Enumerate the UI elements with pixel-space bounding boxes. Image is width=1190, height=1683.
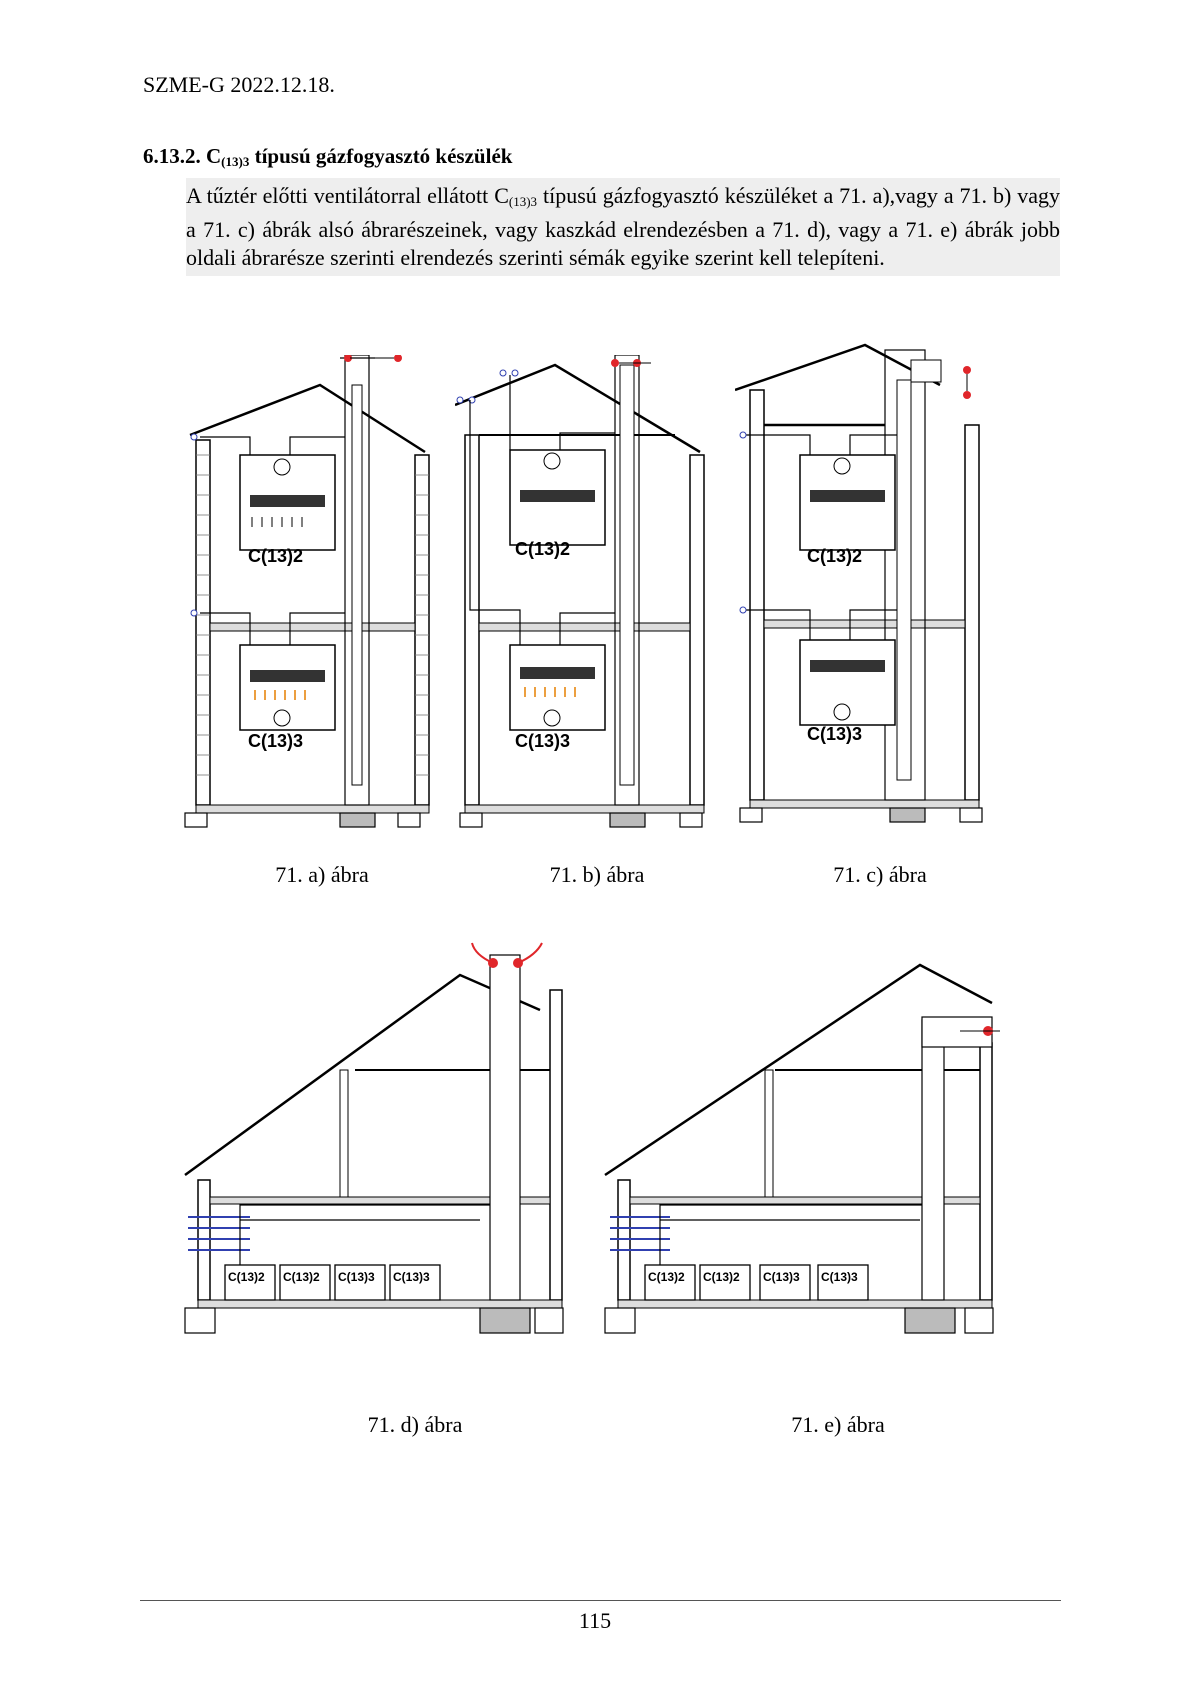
figure-71c-diagram [735, 340, 995, 840]
figure-71e-unit-2: C(13)2 [703, 1270, 740, 1284]
figure-71d-unit-1: C(13)2 [228, 1270, 265, 1284]
figure-71a-label-lower: C(13)3 [248, 731, 304, 751]
figure-71b-caption: 71. b) ábra [549, 862, 645, 887]
section-title [143, 144, 512, 170]
paragraph-sub: (13)3 [508, 194, 538, 209]
section-title-prefix: C [206, 144, 222, 168]
figure-71a-caption: 71. a) ábra [275, 862, 369, 887]
figure-71b-label-lower: C(13)3 [515, 731, 571, 751]
page-number: 115 [578, 1608, 612, 1633]
figure-71d-unit-4: C(13)3 [393, 1270, 430, 1284]
document-header: SZME-G 2022.12.18. [143, 72, 335, 97]
figure-71d-diagram [180, 935, 580, 1395]
section-number: 6.13.2. [143, 144, 201, 168]
paragraph-part2: típusú gázfogyasztó készüléket a 71. a),vagy a 71. b) vagy a 71. c) ábrák alsó ábrarészeinek, vagy kaszkád elrendezésben a 71. d), vagy a 71. e) ábrák jobb oldali ábrarésze szerinti elrendezés szerinti sémák egyike szerint kell telepíteni. [186, 183, 1060, 270]
section-title-sub: (13)3 [221, 154, 250, 169]
footer-rule [140, 1600, 1061, 1601]
figure-71a-diagram [180, 355, 445, 845]
section-title-suffix: típusú gázfogyasztó készülék [249, 144, 513, 168]
figure-71c-label-lower: C(13)3 [807, 724, 863, 744]
paragraph-part1: A tűztér előtti ventilátorral ellátott C [186, 183, 509, 208]
figure-71d-caption: 71. d) ábra [367, 1412, 463, 1437]
figure-71c-label-upper: C(13)2 [807, 546, 863, 566]
figure-71e-unit-3: C(13)3 [763, 1270, 800, 1284]
figure-71e-unit-1: C(13)2 [648, 1270, 685, 1284]
body-paragraph [186, 178, 1060, 276]
figure-71d-unit-2: C(13)2 [283, 1270, 320, 1284]
figure-71d-unit-3: C(13)3 [338, 1270, 375, 1284]
figure-71e-caption: 71. e) ábra [791, 1412, 885, 1437]
figure-71a-label-upper: C(13)2 [248, 546, 304, 566]
figure-71e-diagram [600, 955, 1010, 1395]
figure-71b-diagram [455, 355, 720, 845]
figure-71e-unit-4: C(13)3 [821, 1270, 858, 1284]
figure-71b-label-upper: C(13)2 [515, 539, 571, 559]
figure-71c-caption: 71. c) ábra [833, 862, 927, 887]
